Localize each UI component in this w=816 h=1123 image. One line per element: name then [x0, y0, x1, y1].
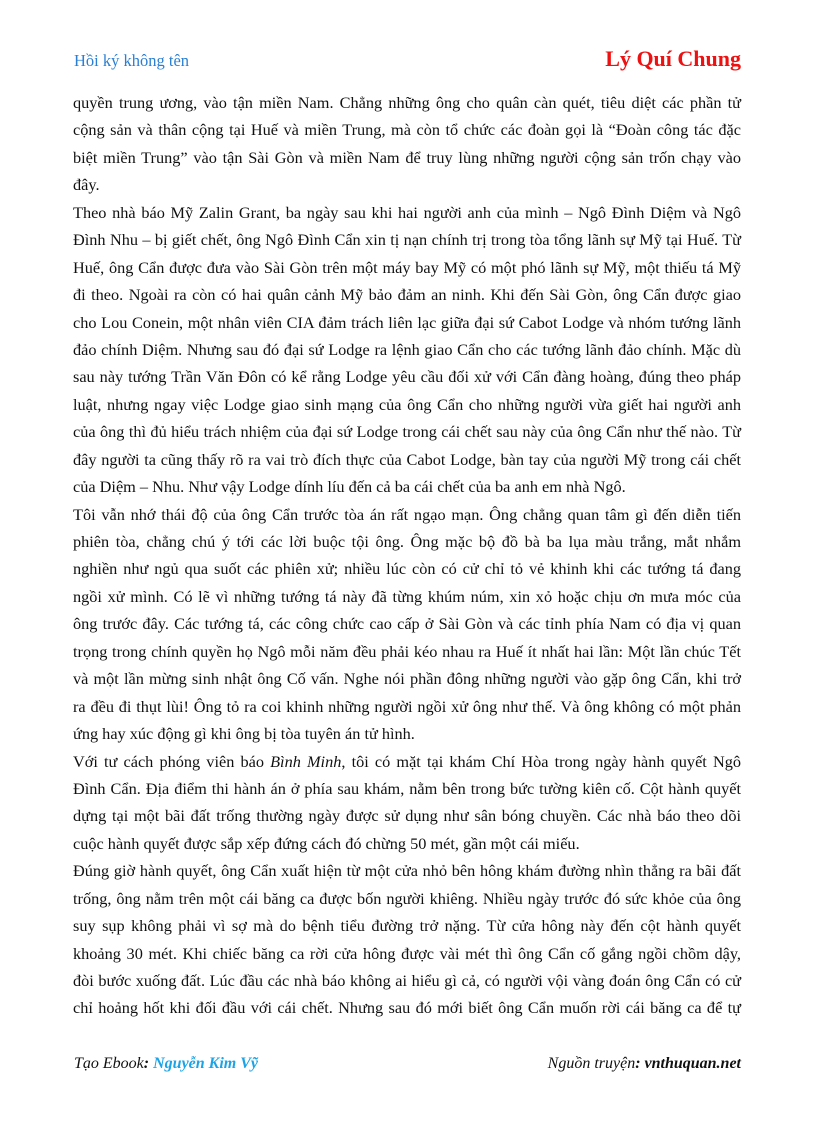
ebook-label: Tạo Ebook — [74, 1055, 144, 1072]
text-line: Huế, ông Cẩn được đưa vào Sài Gòn trên một máy bay Mỹ có một phó lãnh sự Mỹ, một thiếu tá Mỹ — [73, 257, 741, 277]
italic-text: Bình Minh — [270, 751, 342, 771]
text-line: Tôi vẫn nhớ thái độ của ông Cẩn trước tòa án rất ngạo mạn. Ông chẳng quan tâm gì đến diễn tiến — [73, 504, 741, 524]
text-line: của ông thì đủ hiểu trách nhiệm của đại sứ Lodge trong cái chết sau này của ông Cẩn như thế nào. Từ — [73, 422, 741, 442]
text-line: quyền trung ương, vào tận miền Nam. Chẳng những ông cho quân càn quét, tiêu diệt các phần tử — [73, 93, 741, 112]
paragraph — [73, 501, 741, 748]
footer-ebook-credit: Tạo Ebook: Nguyễn Kim Vỹ — [74, 1055, 258, 1072]
source-label: Nguồn truyện — [547, 1055, 636, 1072]
text-line — [73, 748, 741, 775]
text-segment: Với tư cách phóng viên báo — [73, 751, 271, 771]
text-line: ông trước đây. Các tướng tá, các công chức cao cấp ở Sài Gòn và các tỉnh phía Nam có địa vị quan — [73, 614, 741, 634]
text-line: Đình Cẩn. Địa điểm thi hành án ở phía sau khám, nằm bên trong bức tường kiên cố. Cột hành quyết — [73, 778, 741, 798]
paragraph — [73, 857, 741, 1022]
book-title: Hồi ký không tên — [74, 51, 190, 70]
source-site: vnthuquan.net — [644, 1055, 741, 1072]
text-line: khoảng 30 mét. Khi chiếc băng ca rời cửa hông được vài mét thì ông Cẩn cố gắng ngồi chồm dậy, — [73, 943, 741, 963]
body-text — [73, 89, 741, 1022]
text-line: luật, nhưng ngay việc Lodge giao sinh mạng của ông Cẩn cho những người vừa giết hai người anh — [73, 394, 741, 414]
text-line: đây người ta cũng thấy rõ ra vai trò đích thực của Cabot Lodge, bàn tay của người Mỹ trong cái chết — [73, 449, 741, 469]
footer-source: Nguồn truyện: vnthuquan.net — [547, 1055, 741, 1072]
paragraph — [73, 199, 741, 501]
paragraph — [73, 748, 741, 858]
text-line: suy sụp không phải vì sợ mà do bệnh tiểu đường trở nặng. Từ cửa hông này đến cột hành quyết — [73, 916, 741, 936]
text-line: đây. — [73, 175, 100, 195]
text-line: biệt miền Trung” vào tận Sài Gòn và miền Nam để truy lùng những người cộng sản trốn chạy vào — [73, 147, 741, 167]
text-line: đòi bước xuống đất. Lúc đầu các nhà báo không ai hiểu gì cả, có người vội vàng đoán ông Cẩn có cử — [73, 971, 741, 990]
text-line: chỉ hoảng hốt khi đối đầu với cái chết. Nhưng sau đó mới biết ông Cẩn muốn rời cái băng ca để tự — [73, 998, 741, 1018]
text-line: ngồi xử mình. Có lẽ vì những tướng tá này đã từng khúm núm, xin xỏ hoặc chịu ơn mưa móc của — [73, 586, 741, 606]
text-line: dựng tại một bãi đất trống thường ngày được sử dụng như sân bóng chuyền. Các nhà báo theo dõi — [73, 806, 741, 826]
text-line: của Diệm – Nhu. Như vậy Lodge dính líu đến cả ba cái chết của ba anh em nhà Ngô. — [73, 477, 626, 497]
text-line: cuộc hành quyết được sắp xếp đứng cách đó chừng 50 mét, gần một cái miếu. — [73, 833, 580, 853]
text-line: Đúng giờ hành quyết, ông Cẩn xuất hiện từ một cửa nhỏ bên hông khám đường nhìn thẳng ra bãi đất — [73, 861, 741, 881]
author-name: Lý Quí Chung — [605, 46, 741, 71]
text-line: và một lần mừng sinh nhật ông Cố vấn. Nghe nói phần đông những người vào gặp ông Cẩn, khi trở — [73, 669, 741, 689]
ebook-creator: Nguyễn Kim Vỹ — [153, 1055, 258, 1072]
text-segment: , tôi có mặt tại khám Chí Hòa trong ngày hành quyết Ngô — [341, 751, 741, 771]
paragraph — [73, 89, 741, 199]
text-line: Theo nhà báo Mỹ Zalin Grant, ba ngày sau khi hai người anh của mình – Ngô Đình Diệm và Ngô — [73, 202, 741, 222]
text-line: Đình Nhu – bị giết chết, ông Ngô Đình Cẩn xin tị nạn chính trị trong tòa tổng lãnh sự Mỹ tại Huế. Từ — [73, 230, 741, 250]
text-line: ra đều đi thụt lùi! Ông tỏ ra coi khinh những người ngồi xử ông như thế. Và ông không có một phản — [73, 696, 741, 716]
text-line: ứng hay xúc động gì khi ông bị tòa tuyên án tử hình. — [73, 724, 415, 744]
text-line: đảo chính Diệm. Nhưng sau đó đại sứ Lodge ra lệnh giao Cẩn cho các tướng lãnh đảo chính. Mặc dù — [73, 339, 741, 359]
text-line: cộng sản và thân cộng tại Huế và miền Trung, mà còn tổ chức các đoàn gọi là “Đoàn công tác đặc — [73, 120, 741, 140]
text-line: sau này tướng Trần Văn Đôn có kể rằng Lodge yêu cầu đối xử với Cẩn đàng hoàng, đúng theo pháp — [73, 367, 741, 387]
text-line: cho Lou Conein, một nhân viên CIA đảm trách liên lạc giữa đại sứ Cabot Lodge và nhóm tướng lãnh — [73, 312, 741, 332]
text-line: trống, ông nằm trên một cái băng ca được bốn người khiêng. Nhiều ngày trước đó sức khỏe của ông — [73, 888, 741, 908]
text-line: phiên tòa, chẳng chú ý tới các lời buộc tội ông. Ông mặc bộ đồ bà ba lụa màu trắng, mắt nhắm — [73, 532, 741, 551]
text-line: trọng trong chính quyền họ Ngô mỗi năm đều phải kéo nhau ra Huế ít nhất hai lần: Một lần chúc Tết — [73, 641, 741, 661]
text-line: đi theo. Ngoài ra còn có hai quân cảnh Mỹ bảo đảm an ninh. Khi đến Sài Gòn, ông Cẩn được giao — [73, 285, 741, 305]
text-line: nghiền như ngủ qua suốt các phiên xử; nhiều lúc còn có cử chỉ tỏ vẻ khinh khi các tướng tá đang — [73, 559, 741, 579]
